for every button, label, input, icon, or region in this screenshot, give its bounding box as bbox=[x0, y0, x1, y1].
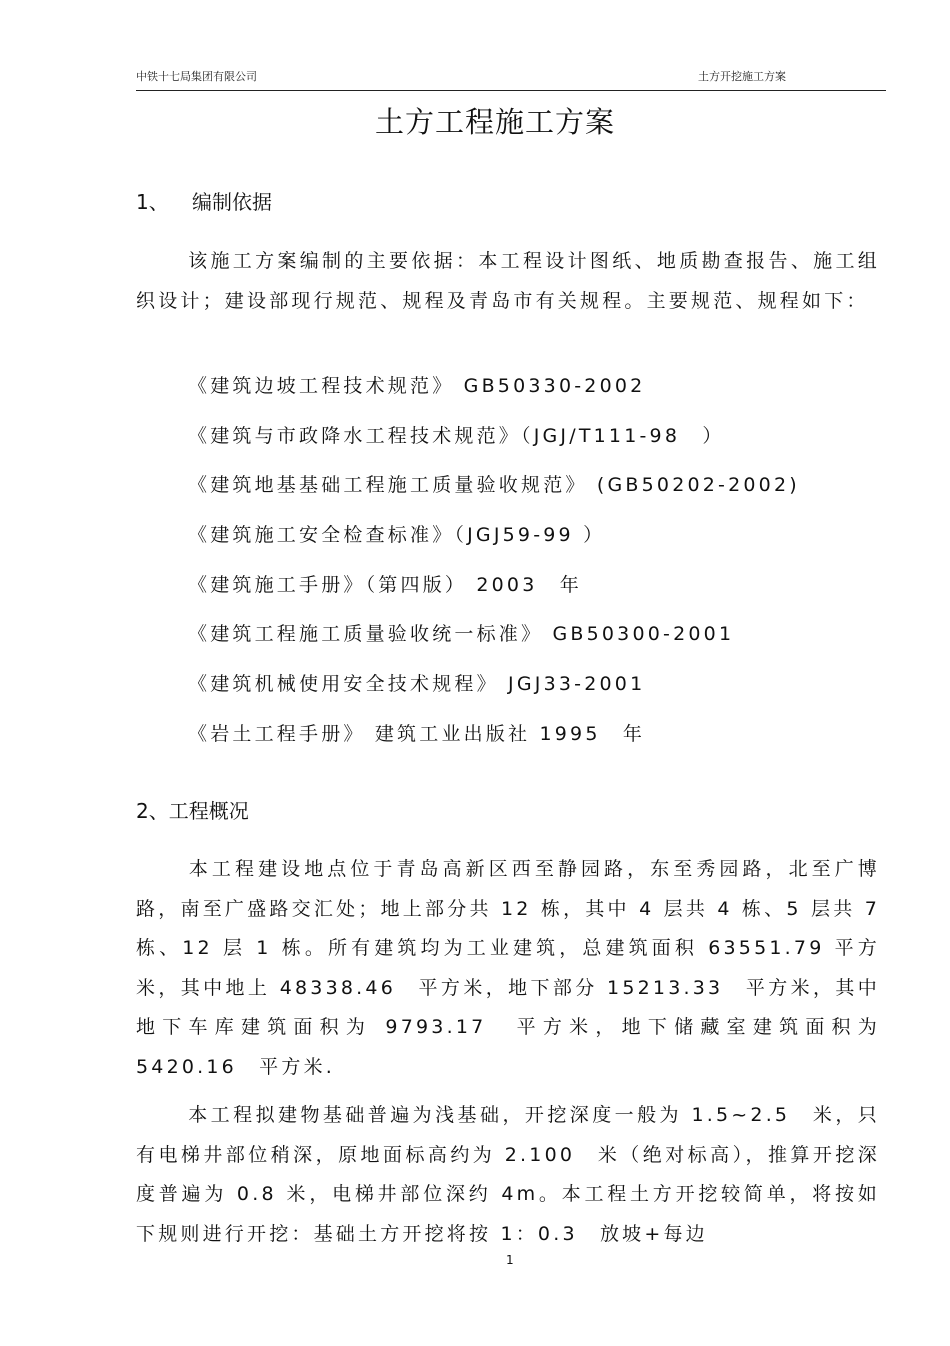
reference-item: 《建筑施工安全检查标准》（JGJ59-99 ） bbox=[188, 524, 606, 547]
reference-item: 《建筑地基基础工程施工质量验收规范》 (GB50202-2002) bbox=[188, 474, 800, 497]
reference-item: 《建筑边坡工程技术规范》 GB50330-2002 bbox=[188, 375, 646, 397]
paragraph-text: 本工程建设地点位于青岛高新区西至静园路，东至秀园路，北至广博路，南至广盛路交汇处；地上部分共 12 栋，其中 4 层共 4 栋、5 层共 7 栋、12 层 1 栋。所有建筑均为工业建筑，总建筑面积 63551.79 平方米，其中地上 48338.46 平方米，地下部分 15213.33 平方米，其中地下车库建筑面积为 9793.17 平方米，地下储藏室建筑面积为 5420.16 平方米. bbox=[136, 858, 880, 1078]
reference-item: 《岩土工程手册》 建筑工业出版社 1995 年 bbox=[188, 722, 646, 745]
paragraph-text: 本工程拟建物基础普遍为浅基础，开挖深度一般为 1.5~2.5 米，只有电梯井部位稍深，原地面标高约为 2.100 米（绝对标高），推算开挖深度普遍为 0.8 米，电梯井部位深约 4m。本工程土方开挖较简单，将按如下规则进行开挖：基础土方开挖将按 1：0.3 放坡+每边 bbox=[136, 1104, 880, 1245]
section-1-intro bbox=[136, 242, 880, 321]
section-1-heading bbox=[136, 186, 272, 215]
header-company: 中铁十七局集团有限公司 bbox=[136, 70, 257, 83]
section-2-heading: 2、工程概况 bbox=[136, 799, 249, 823]
section-2-paragraph-1 bbox=[136, 850, 880, 1087]
reference-item: 《建筑工程施工质量验收统一标准》 GB50300-2001 bbox=[188, 623, 735, 646]
reference-item: 《建筑施工手册》（第四版） 2003 年 bbox=[188, 573, 582, 596]
reference-item: 《建筑机械使用安全技术规程》 JGJ33-2001 bbox=[188, 673, 646, 696]
section-1-title: 编制依据 bbox=[192, 190, 272, 214]
section-1-intro-text: 该施工方案编制的主要依据：本工程设计图纸、地质勘查报告、施工组织设计；建设部现行规范、规程及青岛市有关规程。主要规范、规程如下： bbox=[136, 250, 880, 312]
reference-list bbox=[188, 372, 800, 770]
section-1-number: 1、 bbox=[136, 190, 169, 214]
header-divider bbox=[136, 90, 886, 91]
header-doc-title: 土方开挖施工方案 bbox=[698, 70, 786, 83]
document-title: 土方工程施工方案 bbox=[374, 105, 615, 139]
reference-item: 《建筑与市政降水工程技术规范》（JGJ/T111-98 ） bbox=[188, 424, 725, 447]
section-2-paragraph-2 bbox=[136, 1096, 880, 1254]
page-number: 1 bbox=[506, 1253, 514, 1267]
